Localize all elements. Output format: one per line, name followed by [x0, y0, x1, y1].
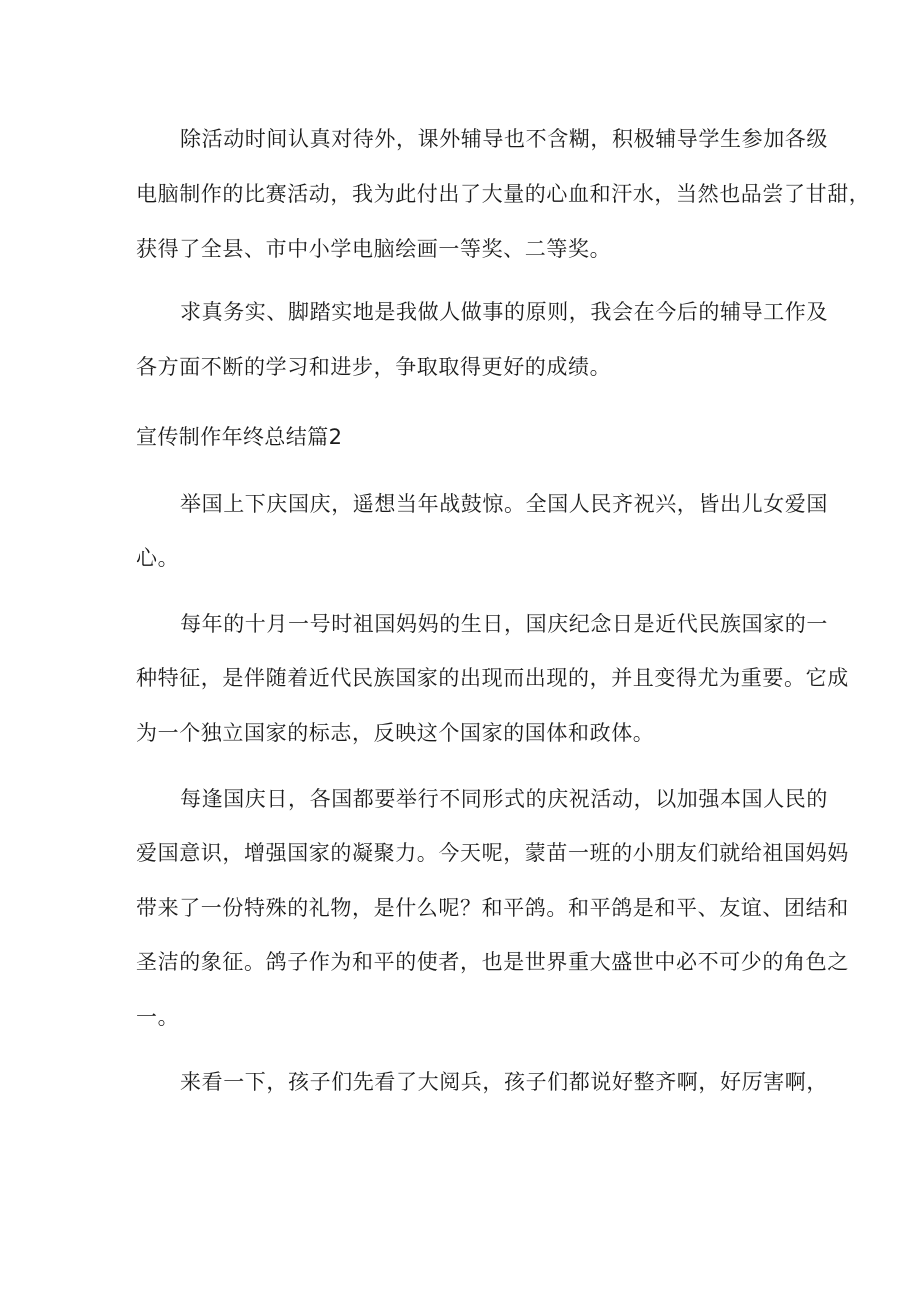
paragraph-line: 来看一下，孩子们先看了大阅兵，孩子们都说好整齐啊，好厉害啊，: [180, 1070, 828, 1094]
paragraph-line: 各方面不断的学习和进步，争取取得更好的成绩。: [136, 355, 612, 379]
paragraph-line: 带来了一份特殊的礼物，是什么呢？和平鸽。和平鸽是和平、友谊、团结和: [136, 896, 849, 920]
section-heading: 宣传制作年终总结篇2: [136, 425, 343, 449]
paragraph-line: 爱国意识，增强国家的凝聚力。今天呢，蒙苗一班的小朋友们就给祖国妈妈: [136, 841, 849, 865]
paragraph-line: 种特征，是伴随着近代民族国家的出现而出现的，并且变得尤为重要。它成: [136, 666, 849, 690]
paragraph-line: 电脑制作的比赛活动，我为此付出了大量的心血和汗水，当然也品尝了甘甜，: [136, 182, 871, 206]
paragraph-line: 求真务实、脚踏实地是我做人做事的原则，我会在今后的辅导工作及: [180, 300, 828, 324]
paragraph-line: 获得了全县、市中小学电脑绘画一等奖、二等奖。: [136, 237, 612, 261]
paragraph-line: 圣洁的象征。鸽子作为和平的使者，也是世界重大盛世中必不可少的角色之: [136, 950, 849, 974]
paragraph-line: 除活动时间认真对待外，课外辅导也不含糊，积极辅导学生参加各级: [180, 127, 828, 151]
paragraph-line: 每逢国庆日，各国都要举行不同形式的庆祝活动，以加强本国人民的: [180, 787, 828, 811]
paragraph-line: 为一个独立国家的标志，反映这个国家的国体和政体。: [136, 721, 655, 745]
paragraph-line: 举国上下庆国庆，遥想当年战鼓惊。全国人民齐祝兴，皆出儿女爱国: [180, 492, 828, 516]
paragraph-line: 心。: [136, 546, 180, 570]
paragraph-line: 每年的十月一号时祖国妈妈的生日，国庆纪念日是近代民族国家的一: [180, 612, 828, 636]
paragraph-line: 一。: [136, 1005, 180, 1029]
